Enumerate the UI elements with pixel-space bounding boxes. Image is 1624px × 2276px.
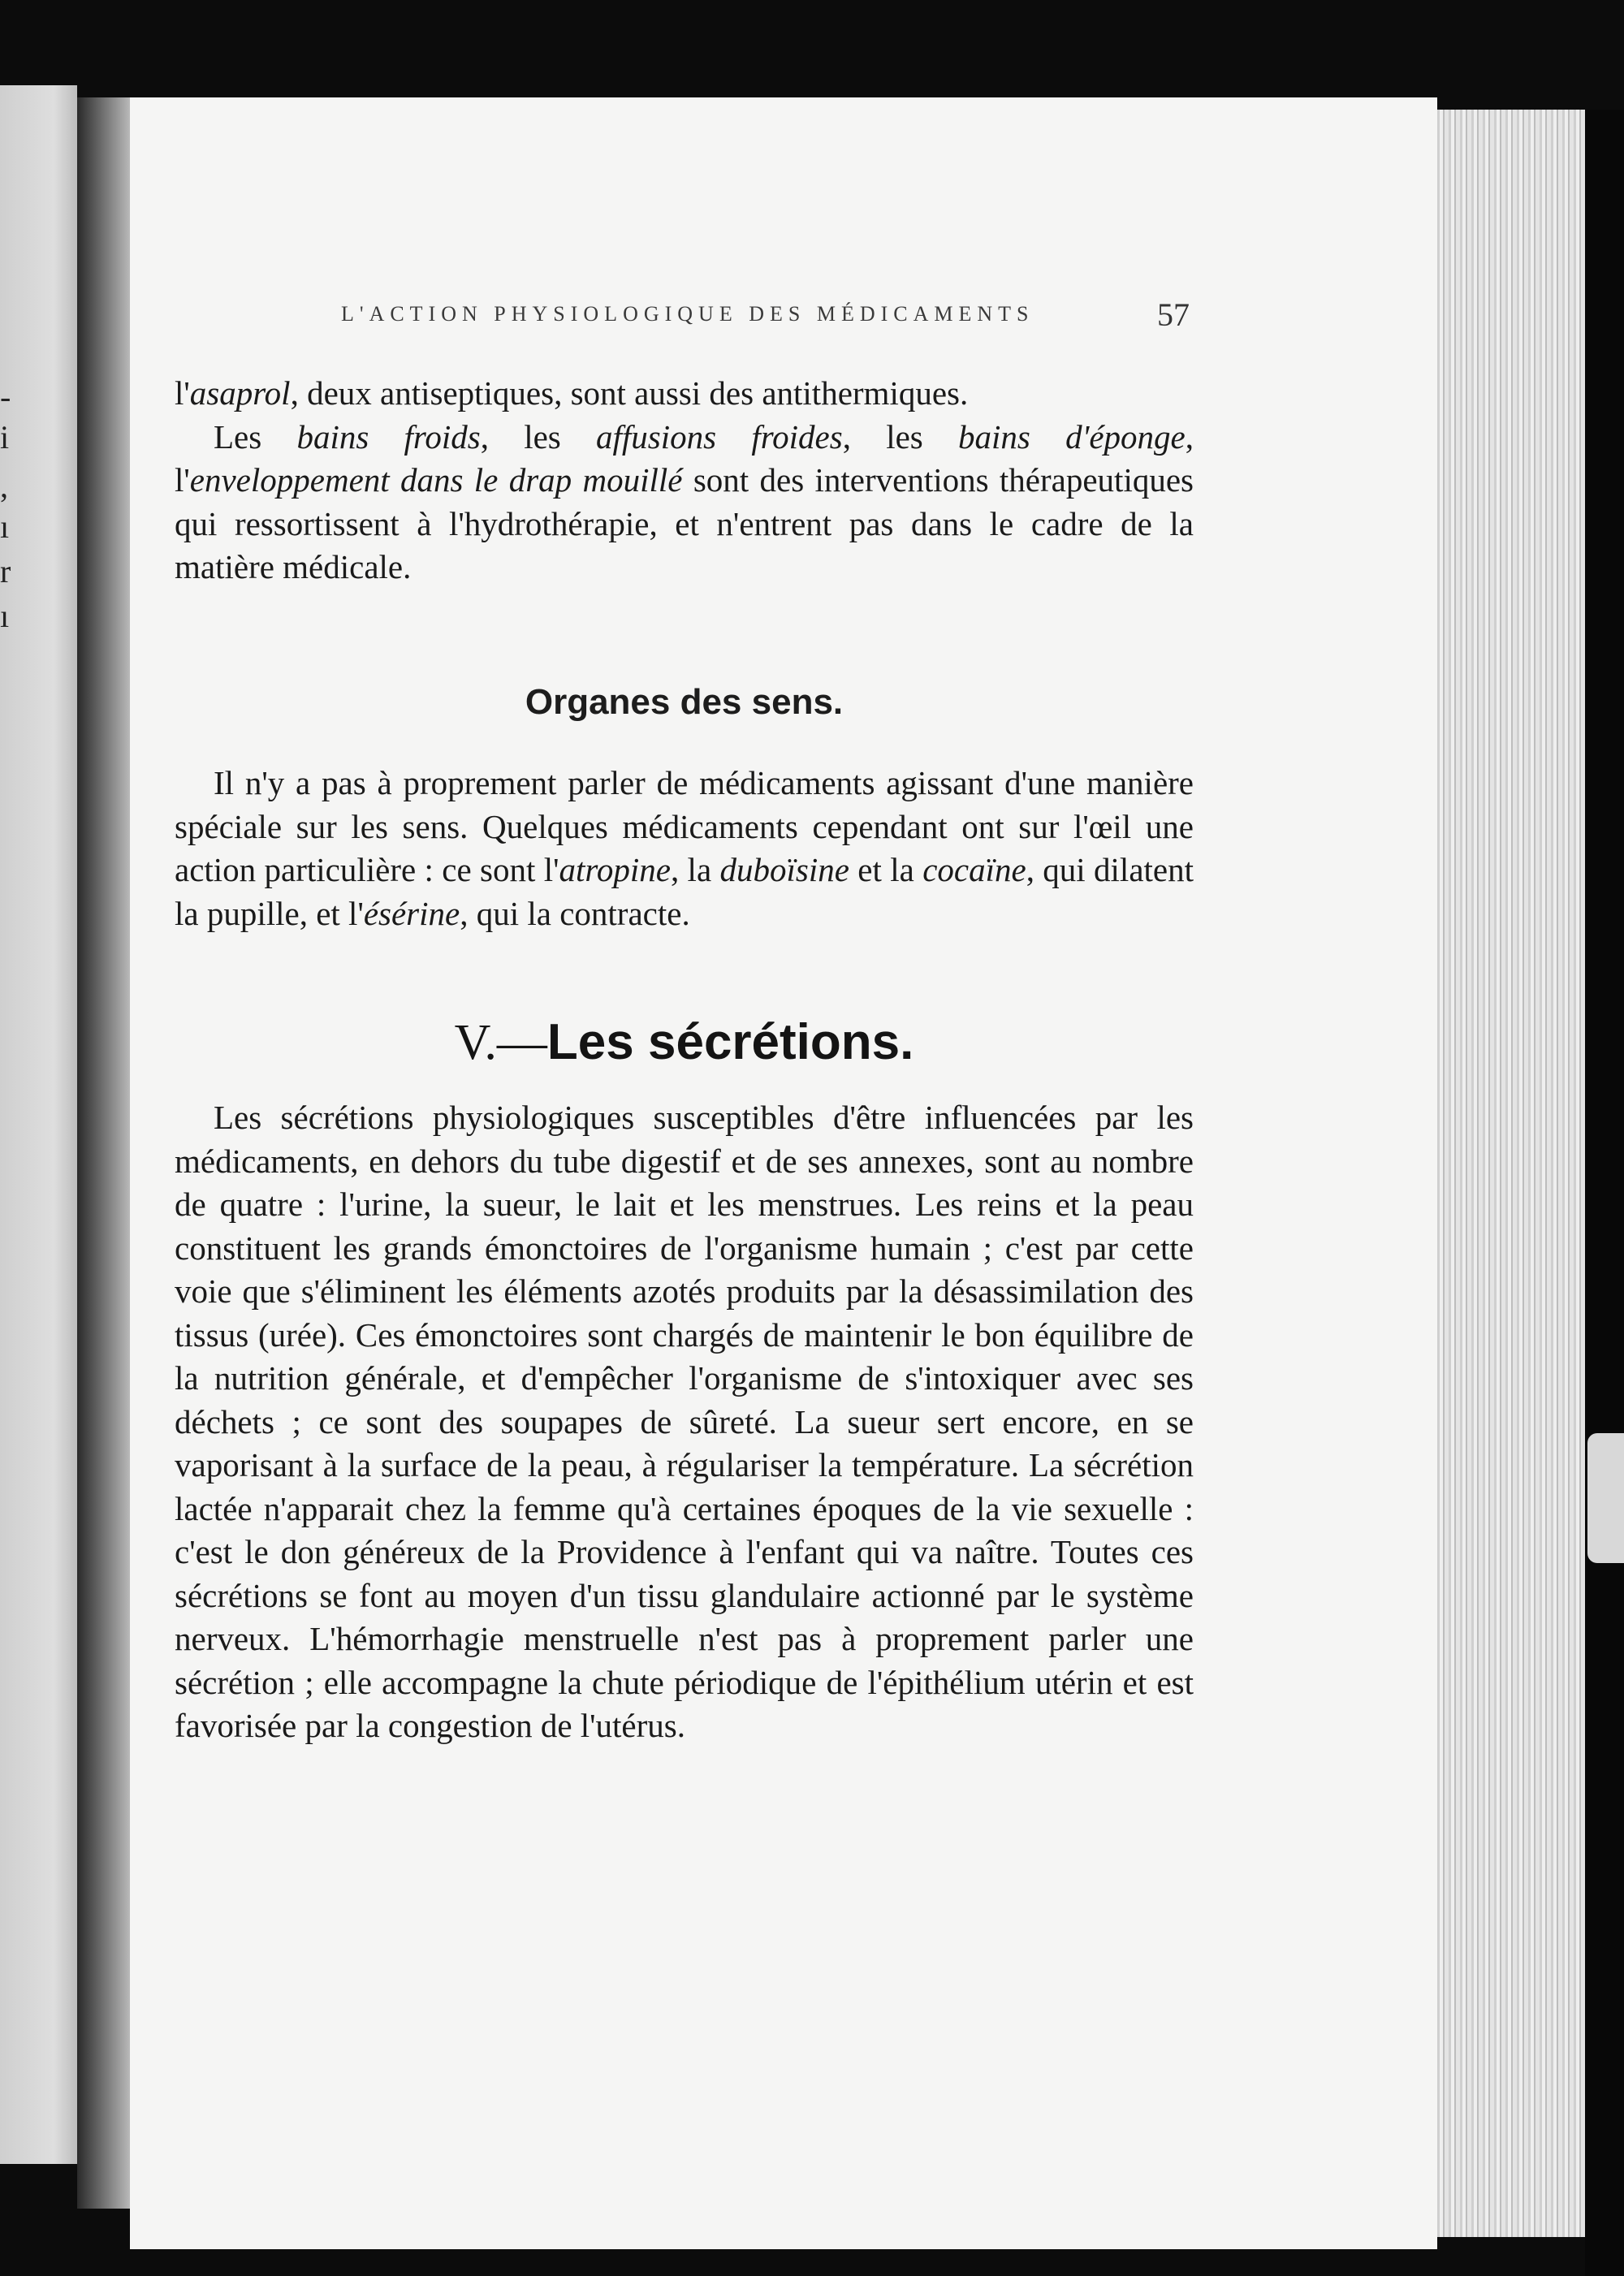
text-run: Il n'y a pas à proprement parler de médicaments agissant d'une manière spéciale sur les sens. Quelques médicaments cependant ont sur l'œil une action particulière : ce sont l' <box>175 764 1194 888</box>
italic-term: atropine <box>559 851 671 888</box>
text-block-intro <box>175 372 1194 590</box>
left-page-fragment: ı <box>0 508 10 545</box>
text-run: , qui dilatent la pupille, et l' <box>175 851 1194 932</box>
text-run: sont des interventions thérapeutiques qui ressortissent à l'hydrothérapie, et n'entrent pas dans le cadre de la matière médicale. <box>175 461 1194 585</box>
italic-term: ésérine <box>363 894 460 932</box>
italic-term: enveloppement dans le drap mouillé <box>189 461 683 499</box>
text-run: , les <box>480 417 596 456</box>
paragraph <box>175 1096 1194 1748</box>
text-run: l' <box>175 374 190 412</box>
running-head: L'ACTION PHYSIOLOGIQUE DES MÉDICAMENTS <box>341 302 1034 326</box>
book-gutter <box>77 97 130 2209</box>
italic-term: bains froids <box>296 417 481 456</box>
text-run: , qui la contracte. <box>460 894 690 932</box>
text-run: Les sécrétions physiologiques susceptibles d'être influencées par les médicaments, en dehors du tube digestif et de ses annexes, sont au nombre de quatre : l'urine, la sueur, le lait et les menstrues. Les reins et la peau constituent les grands émonctoires de l'organisme humain ; c'est par cette voie que s'éliminent les éléments azotés produits par la désassimilation des tissus (urée). Ces émonctoires sont chargés de maintenir le bon équilibre de la nutrition générale, et d'empêcher l'organisme de s'intoxiquer avec ses déchets ; ce sont des soupapes de sûreté. La sueur sert encore, en se vaporisant à la surface de la peau, à régulariser la température. La sécrétion lactée n'apparait chez la femme qu'à certaines époques de la vie sexuelle : c'est le don généreux de la Providence à l'enfant qui va naître. Toutes ces sécrétions se font au moyen d'un tissu glandulaire actionné par le système nerveux. L'hémorrhagie menstruelle n'est pas à proprement parler une sécrétion ; elle accompagne la chute périodique de l'épithélium utérin et est favorisée par la congestion de l'utérus. <box>175 1099 1194 1744</box>
paragraph <box>175 372 1194 416</box>
text-run: , deux antiseptiques, sont aussi des antithermiques. <box>290 374 969 412</box>
left-page-fragment: , <box>0 468 8 504</box>
paragraph <box>175 762 1194 935</box>
text-block-secretions <box>175 1096 1194 1748</box>
left-page-edge <box>0 85 77 2164</box>
text-run: Les <box>214 417 297 456</box>
paragraph <box>175 416 1194 590</box>
left-page-fragment: i <box>0 419 10 456</box>
chapter-number: V.— <box>454 1015 547 1070</box>
text-run: , la <box>670 851 720 888</box>
italic-term: cocaïne <box>922 851 1026 888</box>
left-page-fragment: ı <box>0 598 10 634</box>
italic-term: affusions froides <box>596 417 843 456</box>
page-tab <box>1587 1433 1624 1563</box>
chapter-heading-secretions <box>175 1013 1194 1072</box>
text-block-sens <box>175 762 1194 935</box>
italic-term: duboïsine <box>719 851 849 888</box>
italic-term: asaprol <box>189 374 291 412</box>
left-page-fragment: - <box>0 378 11 415</box>
text-run: , l' <box>175 417 1194 499</box>
section-heading-sens: Organes des sens. <box>525 682 844 722</box>
chapter-title: Les sécrétions. <box>546 1014 914 1070</box>
page-stack-edge <box>1437 110 1585 2237</box>
italic-term: bains d'éponge <box>957 417 1186 456</box>
text-run: , les <box>842 417 958 456</box>
text-run: et la <box>849 851 923 888</box>
scan-background <box>1585 110 1624 2276</box>
page-number: 57 <box>1157 296 1190 333</box>
left-page-fragment: r <box>0 553 11 590</box>
